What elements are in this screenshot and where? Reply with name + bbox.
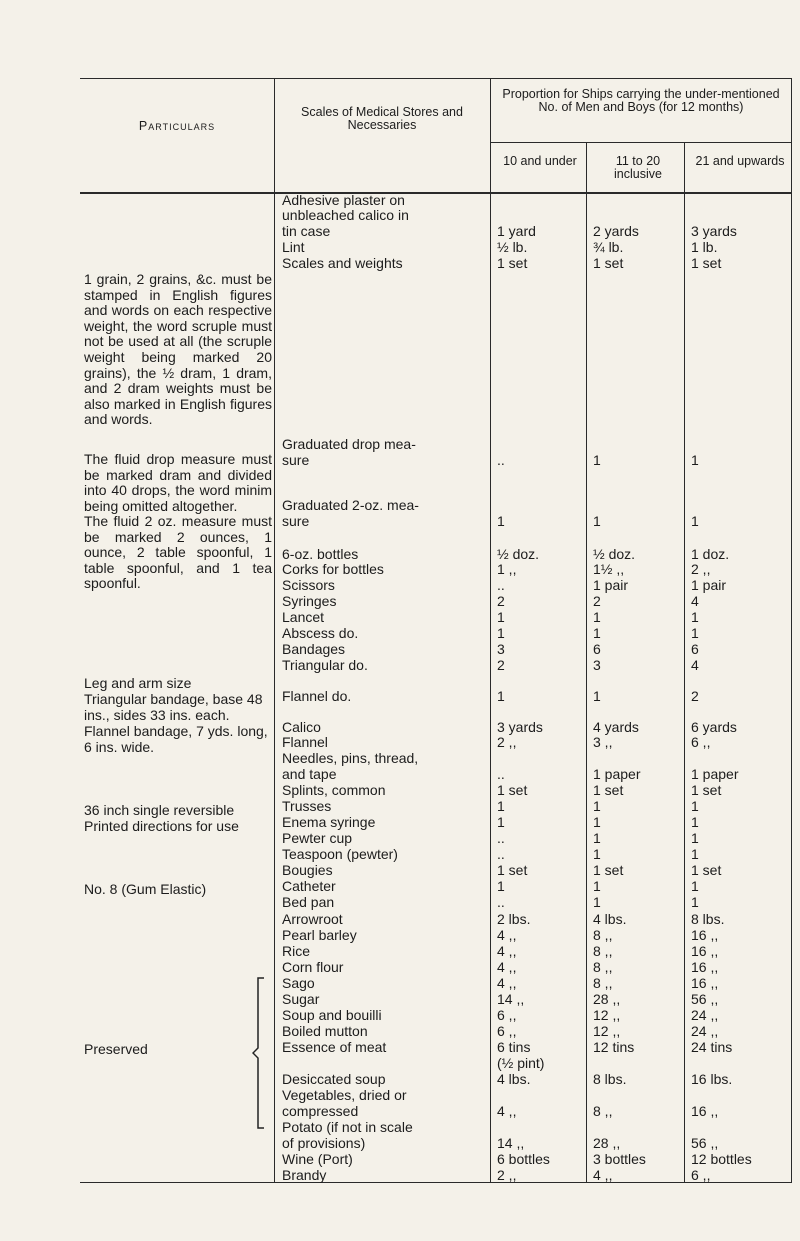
store-item [282, 689, 490, 705]
store-item [282, 1088, 490, 1119]
store-item-line: Calico [282, 719, 321, 735]
col-11-to-20-value: 8 ,, [593, 975, 613, 991]
col-10-and-under-value: .. [497, 830, 505, 846]
col-10-and-under-value: 6 ,, [497, 1007, 517, 1023]
col-10-and-under-value: 6 bottles [497, 1151, 550, 1167]
col-10-and-under-value: 14 ,, [497, 1135, 525, 1151]
store-item-line: Brandy [282, 1167, 327, 1183]
col-10-and-under-value: 3 yards [497, 719, 543, 735]
col-10-and-under-value: ½ lb. [497, 239, 528, 255]
store-item-line: compressed [282, 1102, 359, 1119]
col-10-and-under-value: .. [497, 894, 505, 910]
store-item [282, 895, 490, 911]
col-21-and-upwards-value: 1 [691, 798, 699, 814]
col-10-and-under-value: 6 ,, [497, 1023, 517, 1039]
col-11-to-20-value: 4 ,, [593, 1167, 613, 1183]
col-11-to-20-value: 3 [593, 657, 601, 673]
col-10-and-under-value: 1 [497, 798, 505, 814]
store-item [282, 240, 490, 256]
store-item-line: Potato (if not in scale [282, 1119, 413, 1136]
col-10-and-under-value: 1 [497, 878, 505, 894]
store-item [282, 1072, 490, 1088]
store-item-line: Bandages [282, 641, 346, 657]
store-item [282, 751, 490, 782]
col-21-and-upwards-value: 1 [691, 830, 699, 846]
col-10-and-under-value: 1 [497, 609, 505, 625]
col-10-and-under-value: 1 [497, 625, 505, 641]
store-item-line: Scales and weights [282, 255, 403, 271]
col-11-to-20-value: 1 [593, 814, 601, 830]
store-item [282, 610, 490, 626]
store-item [282, 193, 490, 240]
col-21-and-upwards-value: 8 lbs. [691, 911, 725, 927]
top-rule [80, 78, 792, 79]
col-21-and-upwards-value: 6 ,, [691, 1167, 711, 1183]
store-item-line: Triangular do. [282, 657, 368, 673]
col1-header: 10 and under [503, 154, 577, 168]
col-10-and-under-value: 1 set [497, 782, 528, 798]
store-item-line: Corks for bottles [282, 561, 384, 577]
col-11-to-20-value: 1 set [593, 862, 624, 878]
col-10-and-under-value: 1 [497, 814, 505, 830]
store-item-line: Adhesive plaster on [282, 191, 405, 208]
particulars-enema: Printed directions for use [84, 818, 239, 834]
store-item-line: Sugar [282, 991, 320, 1007]
col-21-and-upwards-value: 1 doz. [691, 546, 730, 562]
col-11-to-20-value: 1 set [593, 782, 624, 798]
col-21-and-upwards-value: 16 lbs. [691, 1071, 733, 1087]
store-item [282, 1040, 490, 1056]
particulars-fluid-drop: The fluid drop measure must be marked dram and divided into 40 drops, the word minim being omitted altogether. [84, 451, 272, 514]
particulars-fluid-2oz: The fluid 2 oz. measure must be marked 2 ounces, 1 ounce, 2 table spoonful, 1 table spoonful, and 1 tea spoonful. [84, 513, 272, 592]
col-10-and-under-value: ½ doz. [497, 546, 540, 562]
col-21-and-upwards-value: 1 [691, 878, 699, 894]
col-10-and-under-value: 1 set [497, 862, 528, 878]
col2-header: 11 to 20 inclusive [614, 154, 662, 181]
store-item [282, 992, 490, 1008]
col-10-and-under-value: .. [497, 766, 505, 782]
col-21-and-upwards-value: 24 tins [691, 1039, 733, 1055]
col-21-and-upwards-value: 1 [691, 609, 699, 625]
col-21-and-upwards-value: 12 bottles [691, 1151, 752, 1167]
store-item [282, 642, 490, 658]
store-item-line: Abscess do. [282, 625, 359, 641]
store-item [282, 256, 490, 272]
particulars-triangular: Triangular bandage, base 48 ins., sides 33 ins. each. [84, 691, 263, 723]
store-item [282, 960, 490, 976]
col-10-and-under-value: 1 [497, 688, 505, 704]
col-21-and-upwards-value: 6 ,, [691, 734, 711, 750]
col-21-and-upwards-value: 1 [691, 894, 699, 910]
col-11-to-20-value: 8 lbs. [593, 1071, 627, 1087]
store-item-line: Desiccated soup [282, 1071, 386, 1087]
store-item-line: Lancet [282, 609, 325, 625]
store-item [282, 879, 490, 895]
col-21-and-upwards-value: 2 [691, 688, 699, 704]
col-10-and-under-value: 6 tins [497, 1039, 531, 1055]
store-item-line: tin case [282, 222, 331, 239]
col-10-and-under-value: 14 ,, [497, 991, 525, 1007]
col-10-and-under-value: 1 set [497, 255, 528, 271]
col-11-to-20-value: ½ doz. [593, 546, 636, 562]
col-11-to-20-value: 1 set [593, 255, 624, 271]
store-item [282, 783, 490, 799]
col-21-and-upwards-value: 1 [691, 452, 699, 468]
col-10-and-under-value: 3 [497, 641, 505, 657]
store-item-line: Sago [282, 975, 315, 991]
col-11-to-20-value: 2 [593, 593, 601, 609]
store-item-line: of provisions) [282, 1134, 366, 1151]
store-item-line: Graduated 2-oz. mea- [282, 497, 419, 514]
col-11-to-20-value: 1 [593, 688, 601, 704]
col-11-to-20-value: 8 ,, [593, 927, 613, 943]
store-item-line: Catheter [282, 878, 336, 894]
store-item-line: and tape [282, 765, 337, 782]
subheader-rule [490, 142, 792, 143]
store-item [282, 944, 490, 960]
col-11-to-20-value: 1 pair [593, 577, 629, 593]
col-21-and-upwards-value: 2 ,, [691, 561, 711, 577]
col-11-to-20-value: 1 [593, 894, 601, 910]
store-item [282, 735, 490, 751]
particulars-header: Particulars [138, 119, 216, 133]
store-item-line: Trusses [282, 798, 332, 814]
scales-header: Scales of Medical Stores and Necessaries [301, 105, 463, 132]
particulars-trusses: 36 inch single reversible [84, 802, 235, 818]
col-11-to-20-value: 3 ,, [593, 734, 613, 750]
col-10-and-under-value: 4 ,, [497, 943, 517, 959]
proportion-header: Proportion for Ships carrying the under-mentioned No. of Men and Boys (for 12 months) [502, 87, 780, 114]
particulars-leg-arm: Leg and arm size [84, 675, 192, 691]
col-21-and-upwards-value: 1 set [691, 255, 722, 271]
col-21-and-upwards-value: 16 ,, [691, 943, 719, 959]
col-10-and-under-value: 2 ,, [497, 734, 517, 750]
store-item-line: Bed pan [282, 894, 335, 910]
store-item-line: Scissors [282, 577, 335, 593]
col-11-to-20-value: 1 [593, 798, 601, 814]
store-item [282, 578, 490, 594]
col-10-and-under-value: .. [497, 452, 505, 468]
store-item-line: Bougies [282, 862, 333, 878]
store-item [282, 976, 490, 992]
store-item [282, 815, 490, 831]
column-rule-4 [684, 142, 685, 1182]
store-item-line: Flannel do. [282, 688, 352, 704]
col-21-and-upwards-value: 1 [691, 625, 699, 641]
col-10-and-under-value: .. [497, 577, 505, 593]
store-item-line: Essence of meat [282, 1039, 387, 1055]
store-item-line: Graduated drop mea- [282, 436, 416, 453]
col-11-to-20-value: 6 [593, 641, 601, 657]
col-11-to-20-value: 8 ,, [593, 959, 613, 975]
store-item-line: Syringes [282, 593, 337, 609]
store-item [282, 831, 490, 847]
store-item [282, 928, 490, 944]
right-rule [791, 78, 792, 1182]
col-21-and-upwards-value: 1 lb. [691, 239, 718, 255]
col-21-and-upwards-value: 6 yards [691, 719, 737, 735]
col-11-to-20-value: 1 [593, 878, 601, 894]
store-item-line: Vegetables, dried or [282, 1087, 407, 1104]
col-21-and-upwards-value: 16 ,, [691, 1103, 719, 1119]
col-11-to-20-value: 1 [593, 609, 601, 625]
store-item-line: Splints, common [282, 782, 386, 798]
store-item-line: Arrowroot [282, 911, 343, 927]
col-21-and-upwards-value: 4 [691, 593, 699, 609]
store-item-line: Pearl barley [282, 927, 357, 943]
col-11-to-20-value: ¾ lb. [593, 239, 624, 255]
column-rule-1 [274, 78, 275, 1182]
store-item-line: Corn flour [282, 959, 344, 975]
store-item [282, 847, 490, 863]
col-21-and-upwards-value: 6 [691, 641, 699, 657]
col3-header: 21 and upwards [695, 154, 785, 168]
store-item-line: sure [282, 512, 310, 529]
col-10-and-under-value: 2 [497, 593, 505, 609]
store-item-line: Rice [282, 943, 311, 959]
store-item-line: Soup and bouilli [282, 1007, 382, 1023]
col-21-and-upwards-value: 1 paper [691, 766, 739, 782]
column-rule-3 [586, 142, 587, 1182]
store-item [282, 863, 490, 879]
store-item [282, 562, 490, 578]
col-10-and-under-value: 1 yard [497, 223, 536, 239]
col-21-and-upwards-value: 1 [691, 846, 699, 862]
col-11-to-20-value: 8 ,, [593, 1103, 613, 1119]
store-item [282, 658, 490, 674]
col-10-and-under-value: 2 lbs. [497, 911, 531, 927]
particulars-preserved: Preserved [84, 1041, 148, 1057]
col-21-and-upwards-value: 56 ,, [691, 991, 719, 1007]
particulars-grains: 1 grain, 2 grains, &c. must be stamped in English figures and words on each respective weight, the word scruple must not be used at all (the scruple weight being marked 20 grains), the ½ dram, 1 dram, and 2 dram weights must be also marked in English figures and words. [84, 271, 272, 428]
col-21-and-upwards-value: 24 ,, [691, 1023, 719, 1039]
preserved-brace [252, 976, 266, 1130]
col-21-and-upwards-value: 16 ,, [691, 927, 719, 943]
col-21-and-upwards-value: 3 yards [691, 223, 737, 239]
col-21-and-upwards-value: 24 ,, [691, 1007, 719, 1023]
store-item [282, 437, 490, 468]
col-10-and-under-value: 4 ,, [497, 1103, 517, 1119]
store-item-line: Needles, pins, thread, [282, 750, 419, 767]
col-21-and-upwards-value: 1 set [691, 782, 722, 798]
store-item [282, 1168, 490, 1184]
col-11-to-20-value: 28 ,, [593, 991, 621, 1007]
col-10-and-under-value: 4 ,, [497, 959, 517, 975]
col-11-to-20-value: 1 [593, 830, 601, 846]
store-item-line: 6-oz. bottles [282, 546, 359, 562]
col-21-and-upwards-value: 1 pair [691, 577, 727, 593]
col-11-to-20-value: 4 yards [593, 719, 639, 735]
col-11-to-20-value: 2 yards [593, 223, 639, 239]
store-item [282, 498, 490, 529]
col-10-and-under-note: (½ pint) [497, 1055, 545, 1071]
store-item-line: unbleached calico in [282, 207, 409, 224]
store-item [282, 1152, 490, 1168]
store-item [282, 1008, 490, 1024]
column-rule-2 [490, 78, 491, 1182]
col-11-to-20-value: 1 [593, 452, 601, 468]
col-11-to-20-value: 1 paper [593, 766, 641, 782]
col-11-to-20-value: 4 lbs. [593, 911, 627, 927]
store-item [282, 626, 490, 642]
col-21-and-upwards-value: 1 set [691, 862, 722, 878]
col-10-and-under-value: 4 lbs. [497, 1071, 531, 1087]
store-item-line: Flannel [282, 734, 328, 750]
col-11-to-20-value: 1 [593, 625, 601, 641]
store-item [282, 1120, 490, 1151]
store-item-line: Boiled mutton [282, 1023, 368, 1039]
store-item-line: Lint [282, 239, 305, 255]
col-11-to-20-value: 1½ ,, [593, 561, 625, 577]
col-10-and-under-value: 2 [497, 657, 505, 673]
col-11-to-20-value: 12 ,, [593, 1023, 621, 1039]
col-11-to-20-value: 28 ,, [593, 1135, 621, 1151]
col-11-to-20-value: 12 ,, [593, 1007, 621, 1023]
col-11-to-20-value: 1 [593, 846, 601, 862]
col-10-and-under-value: 4 ,, [497, 927, 517, 943]
store-item-line: Pewter cup [282, 830, 353, 846]
particulars-catheter: No. 8 (Gum Elastic) [84, 881, 207, 897]
col-10-and-under-value: .. [497, 846, 505, 862]
col-11-to-20-value: 1 [593, 513, 601, 529]
store-item [282, 799, 490, 815]
store-item-line: Wine (Port) [282, 1151, 353, 1167]
store-item [282, 594, 490, 610]
particulars-flannel: Flannel bandage, 7 yds. long, 6 ins. wide. [84, 723, 268, 755]
col-11-to-20-value: 3 bottles [593, 1151, 646, 1167]
store-item [282, 1024, 490, 1040]
col-21-and-upwards-value: 1 [691, 814, 699, 830]
col-21-and-upwards-value: 4 [691, 657, 699, 673]
store-item-line: sure [282, 451, 310, 468]
col-21-and-upwards-value: 1 [691, 513, 699, 529]
store-item [282, 912, 490, 928]
store-item-line: Enema syringe [282, 814, 376, 830]
col-10-and-under-value: 1 [497, 513, 505, 529]
col-10-and-under-value: 2 ,, [497, 1167, 517, 1183]
col-11-to-20-value: 12 tins [593, 1039, 635, 1055]
col-11-to-20-value: 8 ,, [593, 943, 613, 959]
col-21-and-upwards-value: 16 ,, [691, 975, 719, 991]
col-21-and-upwards-value: 56 ,, [691, 1135, 719, 1151]
col-21-and-upwards-value: 16 ,, [691, 959, 719, 975]
col-10-and-under-value: 4 ,, [497, 975, 517, 991]
store-item-line: Teaspoon (pewter) [282, 846, 398, 862]
col-10-and-under-value: 1 ,, [497, 561, 517, 577]
